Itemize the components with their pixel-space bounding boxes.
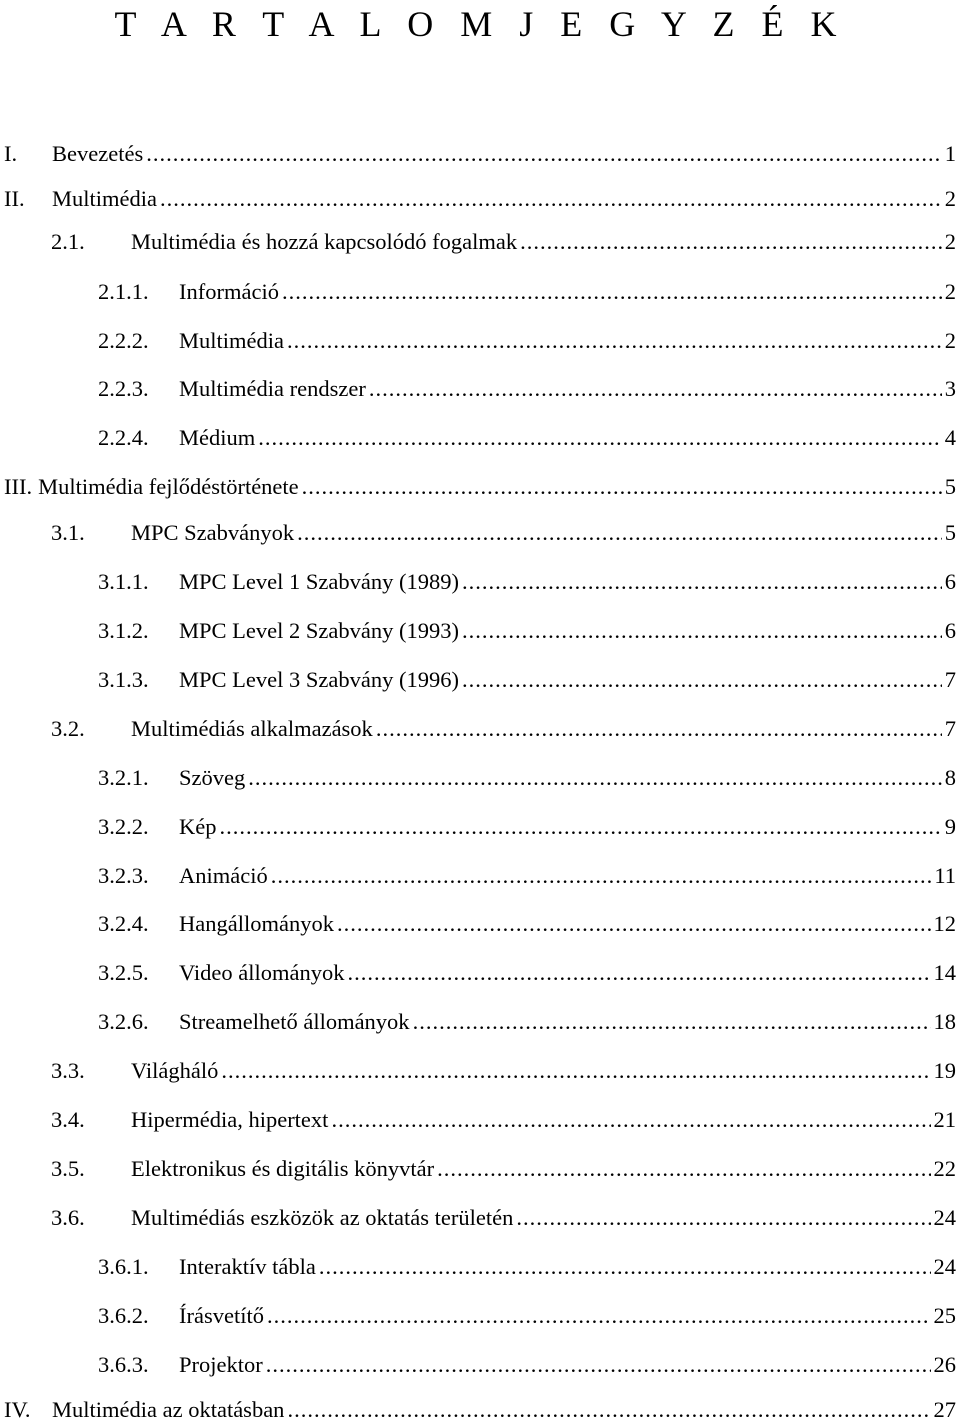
toc-dot-leader bbox=[331, 1105, 930, 1135]
toc-entry-label: Kép bbox=[179, 814, 217, 839]
toc-entry-number: 3.1.3. bbox=[98, 667, 149, 692]
toc-entry-page: 12 bbox=[933, 911, 956, 936]
toc-entry[interactable] bbox=[0, 423, 956, 453]
toc-entry-number: 3.6. bbox=[51, 1205, 85, 1230]
toc-entry[interactable] bbox=[0, 227, 956, 257]
toc-entry[interactable] bbox=[0, 714, 956, 744]
toc-dot-leader bbox=[413, 1007, 931, 1037]
toc-entry-page: 9 bbox=[944, 814, 956, 839]
toc-entry[interactable] bbox=[0, 1203, 956, 1233]
toc-entry-page: 7 bbox=[944, 716, 956, 741]
toc-entry[interactable] bbox=[0, 139, 956, 169]
toc-dot-leader bbox=[348, 958, 931, 988]
toc-entry[interactable] bbox=[0, 184, 956, 214]
toc-entry-label: Információ bbox=[179, 279, 279, 304]
toc-entry-label: Multimédia rendszer bbox=[179, 376, 366, 401]
toc-entry-number: 3.6.3. bbox=[98, 1352, 149, 1377]
toc-entry-label: Hangállományok bbox=[179, 911, 334, 936]
toc-entry[interactable] bbox=[0, 1395, 956, 1425]
toc-dot-leader bbox=[267, 1301, 931, 1331]
toc-entry-page: 8 bbox=[944, 765, 956, 790]
toc-entry[interactable] bbox=[0, 1301, 956, 1331]
toc-entry-page: 7 bbox=[944, 667, 956, 692]
toc-dot-leader bbox=[516, 1203, 930, 1233]
toc-entry-number: I. bbox=[4, 141, 18, 166]
toc-dot-leader bbox=[302, 472, 942, 502]
toc-entry[interactable] bbox=[0, 1154, 956, 1184]
toc-entry-number: 3.5. bbox=[51, 1156, 85, 1181]
toc-entry-number: 3.1.2. bbox=[98, 618, 149, 643]
toc-entry-page: 6 bbox=[944, 618, 956, 643]
toc-entry-label: Elektronikus és digitális könyvtár bbox=[131, 1156, 435, 1181]
toc-entry-number: 2.2.4. bbox=[98, 425, 149, 450]
toc-dot-leader bbox=[462, 616, 942, 646]
toc-dot-leader bbox=[271, 861, 932, 891]
toc-dot-leader bbox=[462, 665, 942, 695]
toc-entry-number: III. bbox=[4, 474, 33, 499]
toc-dot-leader bbox=[287, 1395, 930, 1425]
toc-entry-number: 3.1.1. bbox=[98, 569, 149, 594]
toc-entry-number: 2.1.1. bbox=[98, 279, 149, 304]
toc-dot-leader bbox=[520, 227, 942, 257]
toc-entry-page: 2 bbox=[944, 328, 956, 353]
toc-entry-label: MPC Level 2 Szabvány (1993) bbox=[179, 618, 459, 643]
toc-entry-number: 3.2.6. bbox=[98, 1009, 149, 1034]
toc-entry-label: Projektor bbox=[179, 1352, 263, 1377]
toc-entry[interactable] bbox=[0, 1105, 956, 1135]
toc-dot-leader bbox=[221, 1056, 930, 1086]
toc-entry[interactable] bbox=[0, 1252, 956, 1282]
toc-entry[interactable] bbox=[0, 1007, 956, 1037]
toc-entry-label: Világháló bbox=[131, 1058, 219, 1083]
toc-entry-label: Hipermédia, hipertext bbox=[131, 1107, 329, 1132]
toc-entry-number: 2.2.2. bbox=[98, 328, 149, 353]
toc-dot-leader bbox=[376, 714, 942, 744]
toc-entry-label: Írásvetítő bbox=[179, 1303, 264, 1328]
toc-entry-number: 3.4. bbox=[51, 1107, 85, 1132]
toc-entry-page: 22 bbox=[933, 1156, 956, 1181]
toc-entry-label: Streamelhető állományok bbox=[179, 1009, 410, 1034]
toc-entry-page: 18 bbox=[933, 1009, 956, 1034]
toc-entry-number: 3.6.2. bbox=[98, 1303, 149, 1328]
toc-entry-page: 19 bbox=[933, 1058, 956, 1083]
toc-entry-label: Médium bbox=[179, 425, 256, 450]
toc-entry-number: 3.6.1. bbox=[98, 1254, 149, 1279]
toc-entry-label: MPC Level 3 Szabvány (1996) bbox=[179, 667, 459, 692]
toc-entry-page: 5 bbox=[944, 474, 956, 499]
toc-entry-page: 2 bbox=[944, 279, 956, 304]
toc-entry-page: 3 bbox=[944, 376, 956, 401]
toc-dot-leader bbox=[462, 567, 942, 597]
toc-entry-page: 1 bbox=[944, 141, 956, 166]
toc-entry-number: 2.1. bbox=[51, 229, 85, 254]
toc-dot-leader bbox=[287, 326, 942, 356]
toc-entry[interactable] bbox=[0, 909, 956, 939]
toc-dot-leader bbox=[337, 909, 931, 939]
toc-entry-page: 21 bbox=[933, 1107, 956, 1132]
toc-entry[interactable] bbox=[0, 277, 956, 307]
toc-dot-leader bbox=[319, 1252, 931, 1282]
toc-entry-page: 4 bbox=[944, 425, 956, 450]
toc-entry-page: 26 bbox=[933, 1352, 956, 1377]
toc-entry-label: Interaktív tábla bbox=[179, 1254, 316, 1279]
toc-entry-page: 24 bbox=[933, 1254, 956, 1279]
toc-entry-number: 3.2.2. bbox=[98, 814, 149, 839]
toc-entry[interactable] bbox=[0, 958, 956, 988]
toc-entry-label: Multimédia az oktatásban bbox=[52, 1397, 285, 1422]
toc-entry-number: 3.2. bbox=[51, 716, 85, 741]
toc-entry-page: 14 bbox=[933, 960, 956, 985]
toc-entry-page: 2 bbox=[944, 229, 956, 254]
page-title: T A R T A L O M J E G Y Z É K bbox=[114, 4, 846, 44]
toc-entry[interactable] bbox=[0, 665, 956, 695]
toc-dot-leader bbox=[146, 139, 942, 169]
toc-entry-number: 2.2.3. bbox=[98, 376, 149, 401]
toc-entry-number: 3.2.4. bbox=[98, 911, 149, 936]
toc-entry-label: Multimédia bbox=[52, 186, 157, 211]
toc-entry-label: Multimédiás eszközök az oktatás területén bbox=[131, 1205, 514, 1230]
toc-entry[interactable] bbox=[0, 861, 956, 891]
toc-entry-label: Video állományok bbox=[179, 960, 345, 985]
toc-entry[interactable] bbox=[0, 567, 956, 597]
toc-entry[interactable] bbox=[0, 763, 956, 793]
toc-entry-page: 11 bbox=[934, 863, 956, 888]
toc-entry-label: Multimédia és hozzá kapcsolódó fogalmak bbox=[131, 229, 518, 254]
toc-dot-leader bbox=[282, 277, 942, 307]
toc-entry-number: 3.2.1. bbox=[98, 765, 149, 790]
toc-entry-label: MPC Szabványok bbox=[131, 520, 295, 545]
toc-entry-label: Multimédia bbox=[179, 328, 284, 353]
toc-entry[interactable] bbox=[0, 812, 956, 842]
toc-entry-label: Animáció bbox=[179, 863, 268, 888]
toc-entry-page: 2 bbox=[944, 186, 956, 211]
toc-dot-leader bbox=[220, 812, 942, 842]
toc-entry-label: MPC Level 1 Szabvány (1989) bbox=[179, 569, 459, 594]
toc-entry-number: II. bbox=[4, 186, 25, 211]
toc-entry-page: 24 bbox=[933, 1205, 956, 1230]
toc-dot-leader bbox=[369, 374, 942, 404]
toc-entry[interactable] bbox=[0, 374, 956, 404]
toc-entry-number: 3.2.5. bbox=[98, 960, 149, 985]
toc-dot-leader bbox=[160, 184, 942, 214]
toc-entry[interactable] bbox=[0, 1350, 956, 1380]
toc-entry[interactable] bbox=[0, 472, 956, 502]
toc-entry-number: 3.2.3. bbox=[98, 863, 149, 888]
toc-entry-label: Szöveg bbox=[179, 765, 246, 790]
toc-entry-page: 5 bbox=[944, 520, 956, 545]
toc-dot-leader bbox=[297, 518, 942, 548]
toc-dot-leader bbox=[437, 1154, 930, 1184]
toc-dot-leader bbox=[248, 763, 942, 793]
toc-dot-leader bbox=[266, 1350, 931, 1380]
toc-entry-number: 3.3. bbox=[51, 1058, 85, 1083]
toc-entry[interactable] bbox=[0, 616, 956, 646]
toc-entry-page: 6 bbox=[944, 569, 956, 594]
toc-entry[interactable] bbox=[0, 1056, 956, 1086]
toc-entry-page: 27 bbox=[933, 1397, 956, 1422]
toc-entry[interactable] bbox=[0, 326, 956, 356]
toc-entry-number: IV. bbox=[4, 1397, 31, 1422]
toc-entry-label: Bevezetés bbox=[52, 141, 144, 166]
toc-entry-page: 25 bbox=[933, 1303, 956, 1328]
toc-dot-leader bbox=[258, 423, 942, 453]
toc-entry-label: Multimédia fejlődéstörténete bbox=[38, 474, 299, 499]
toc-entry-number: 3.1. bbox=[51, 520, 85, 545]
toc-entry-label: Multimédiás alkalmazások bbox=[131, 716, 373, 741]
toc-entry[interactable] bbox=[0, 518, 956, 548]
